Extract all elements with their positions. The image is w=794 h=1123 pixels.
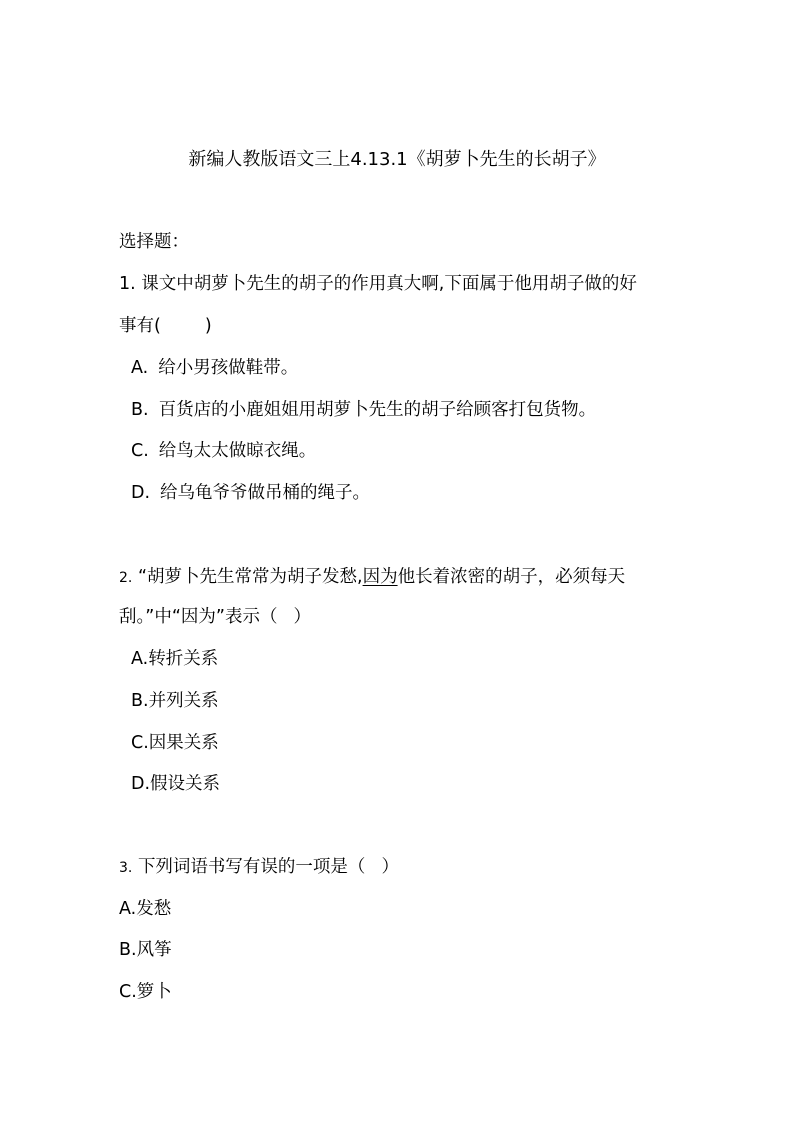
question-2-text-1a: “胡萝卜先生常常为胡子发愁,: [137, 567, 363, 587]
option-letter: A.: [131, 649, 149, 669]
question-3-option-c: [119, 980, 172, 1004]
question-2-option-d: [131, 772, 220, 796]
option-text: 百货店的小鹿姐姐用胡萝卜先生的胡子给顾客打包货物。: [158, 400, 597, 420]
question-2-option-c: [131, 731, 219, 755]
option-text: 给小男孩做鞋带。: [158, 358, 299, 378]
question-3-line: [119, 855, 399, 880]
option-letter: B.: [119, 940, 137, 960]
question-3-option-b: [119, 938, 172, 962]
question-2-text-1b: 他长着浓密的胡子，必须每天: [397, 567, 626, 587]
option-letter: A.: [131, 358, 149, 378]
question-1-option-b: [131, 398, 596, 422]
underlined-word: 因为: [362, 567, 398, 587]
question-1-line-1: [119, 272, 637, 296]
option-letter: A.: [119, 899, 137, 919]
option-text: 风筝: [136, 940, 172, 960]
option-text: 给乌龟爷爷做吊桶的绳子。: [160, 483, 371, 503]
question-2-option-b: [131, 689, 219, 713]
question-3-option-a: [119, 897, 171, 921]
option-letter: C.: [119, 982, 137, 1002]
option-letter: D.: [131, 774, 151, 794]
question-1-line-2: [119, 314, 212, 338]
question-3-text-start: 下列词语书写有误的一项是（: [137, 857, 366, 877]
option-text: 因果关系: [148, 733, 219, 753]
question-3-number: 3.: [119, 860, 133, 876]
question-2-option-a: [131, 647, 218, 671]
question-1-option-a: [131, 356, 298, 380]
question-3-text-end: ）: [381, 857, 399, 877]
question-1-number: 1.: [119, 274, 136, 294]
option-letter: C.: [131, 733, 149, 753]
question-2-text-2-start: 刮。”中“因为”表示（: [119, 607, 278, 627]
option-letter: B.: [131, 400, 149, 420]
section-label: 选择题：: [119, 232, 189, 252]
document-title: 新编人教版语文三上4.13.1《胡萝卜先生的长胡子》: [188, 149, 606, 170]
question-2-text-2-end: ）: [293, 607, 311, 627]
option-text: 给鸟太太做晾衣绳。: [158, 441, 317, 461]
option-text: 假设关系: [150, 774, 221, 794]
question-1-option-d: [131, 481, 370, 505]
question-1-text-2-start: 事有(: [119, 316, 161, 336]
question-2-number: 2.: [119, 570, 133, 586]
option-text: 并列关系: [148, 691, 219, 711]
question-2-line-2: [119, 605, 311, 629]
option-letter: B.: [131, 691, 149, 711]
question-1-text-1: 课文中胡萝卜先生的胡子的作用真大啊,下面属于他用胡子做的好: [141, 274, 637, 294]
question-2-line-1: [119, 565, 625, 590]
question-1-option-c: [131, 439, 316, 463]
option-letter: C.: [131, 441, 149, 461]
option-text: 箩卜: [136, 982, 172, 1002]
question-1-text-2-end: ): [204, 316, 212, 336]
option-text: 转折关系: [148, 649, 219, 669]
option-text: 发愁: [136, 899, 172, 919]
option-letter: D.: [131, 483, 151, 503]
